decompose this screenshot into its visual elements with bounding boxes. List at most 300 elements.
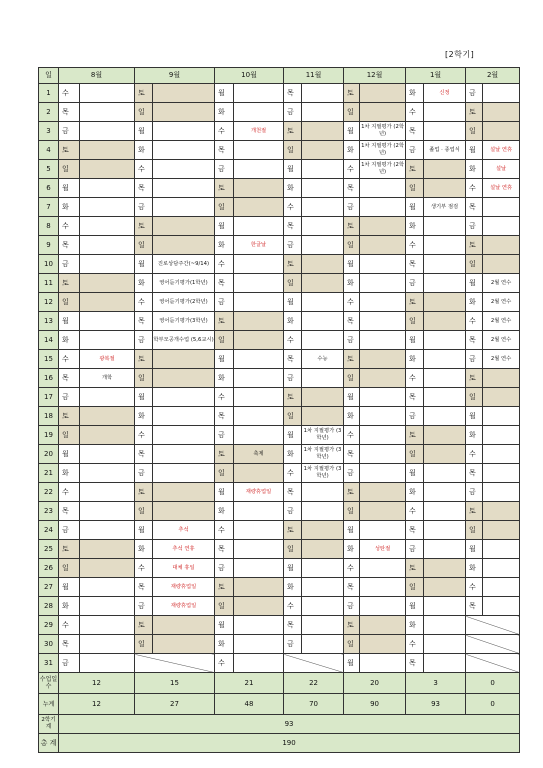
weekday-sep: 금 (135, 464, 153, 483)
weekday-aug: 금 (59, 654, 80, 673)
event-dec: 1차 지필평가 (2학년) (360, 160, 406, 179)
weekday-dec: 금 (344, 597, 360, 616)
event-oct (234, 654, 284, 673)
weekday-dec: 월 (344, 521, 360, 540)
weekday-aug: 화 (59, 597, 80, 616)
weekday-sep: 수 (135, 426, 153, 445)
weekday-oct: 화 (215, 502, 234, 521)
weekday-jan: 수 (406, 502, 424, 521)
event-aug (80, 445, 135, 464)
calendar-row (39, 578, 520, 597)
weekday-jan: 목 (406, 388, 424, 407)
weekday-dec: 수 (344, 426, 360, 445)
weekday-jan: 목 (406, 521, 424, 540)
event-sep (153, 84, 215, 103)
month-header-sep: 9월 (135, 68, 215, 84)
day-number: 19 (39, 426, 59, 445)
event-oct (234, 559, 284, 578)
event-jan (424, 464, 466, 483)
class-days-label: 수업일수 (39, 673, 59, 694)
event-feb (483, 540, 520, 559)
event-oct (234, 84, 284, 103)
calendar-row (39, 331, 520, 350)
event-oct (234, 160, 284, 179)
weekday-jan: 금 (406, 407, 424, 426)
event-feb (483, 559, 520, 578)
no-date-cell (284, 654, 344, 673)
weekday-aug: 목 (59, 369, 80, 388)
weekday-nov: 목 (284, 350, 302, 369)
day-number: 26 (39, 559, 59, 578)
event-jan (424, 122, 466, 141)
event-jan (424, 293, 466, 312)
month-header-nov: 11월 (284, 68, 344, 84)
event-dec (360, 616, 406, 635)
weekday-sep: 수 (135, 559, 153, 578)
weekday-aug: 월 (59, 312, 80, 331)
event-nov (302, 559, 344, 578)
no-date-cell (466, 616, 520, 635)
calendar-row (39, 369, 520, 388)
event-jan (424, 274, 466, 293)
class-days-nov: 22 (284, 673, 344, 694)
calendar-row (39, 597, 520, 616)
event-sep: 추석 (153, 521, 215, 540)
weekday-jan: 토 (406, 426, 424, 445)
event-aug (80, 179, 135, 198)
weekday-dec: 수 (344, 293, 360, 312)
weekday-jan: 화 (406, 217, 424, 236)
weekday-sep: 월 (135, 521, 153, 540)
weekday-aug: 일 (59, 426, 80, 445)
event-oct (234, 540, 284, 559)
event-nov (302, 122, 344, 141)
weekday-oct: 화 (215, 635, 234, 654)
event-sep (153, 635, 215, 654)
day-number: 22 (39, 483, 59, 502)
weekday-sep: 화 (135, 141, 153, 160)
event-aug (80, 464, 135, 483)
event-jan (424, 160, 466, 179)
weekday-sep: 토 (135, 483, 153, 502)
class-days-row (39, 673, 520, 694)
weekday-nov: 화 (284, 179, 302, 198)
weekday-oct: 목 (215, 540, 234, 559)
event-nov: 1차 지필평가 (3학년) (302, 445, 344, 464)
event-dec (360, 407, 406, 426)
day-number: 14 (39, 331, 59, 350)
event-feb: 2월 연수 (483, 350, 520, 369)
event-jan (424, 578, 466, 597)
weekday-nov: 목 (284, 84, 302, 103)
weekday-feb: 금 (466, 217, 483, 236)
weekday-aug: 화 (59, 198, 80, 217)
event-nov (302, 84, 344, 103)
semester-total-label: 2학기계 (39, 715, 59, 734)
weekday-feb: 금 (466, 350, 483, 369)
weekday-aug: 월 (59, 445, 80, 464)
weekday-jan: 일 (406, 578, 424, 597)
weekday-jan: 월 (406, 198, 424, 217)
weekday-jan: 목 (406, 654, 424, 673)
event-sep (153, 141, 215, 160)
event-feb: 설날 (483, 160, 520, 179)
weekday-jan: 수 (406, 103, 424, 122)
weekday-sep: 수 (135, 293, 153, 312)
event-dec (360, 331, 406, 350)
event-feb (483, 521, 520, 540)
event-feb (483, 483, 520, 502)
weekday-nov: 월 (284, 160, 302, 179)
event-feb: 2월 연수 (483, 293, 520, 312)
event-oct (234, 274, 284, 293)
calendar-row (39, 274, 520, 293)
event-oct (234, 217, 284, 236)
event-aug (80, 293, 135, 312)
event-oct (234, 388, 284, 407)
event-feb: 2월 연수 (483, 331, 520, 350)
weekday-sep: 일 (135, 369, 153, 388)
weekday-aug: 일 (59, 293, 80, 312)
event-jan (424, 616, 466, 635)
weekday-dec: 목 (344, 578, 360, 597)
class-days-oct: 21 (215, 673, 284, 694)
class-days-jan: 3 (406, 673, 466, 694)
weekday-oct: 월 (215, 616, 234, 635)
event-oct (234, 578, 284, 597)
weekday-aug: 목 (59, 103, 80, 122)
event-oct (234, 369, 284, 388)
weekday-dec: 토 (344, 84, 360, 103)
event-jan: 졸업 · 종업식 (424, 141, 466, 160)
event-aug: 광복절 (80, 350, 135, 369)
cumulative-feb: 0 (466, 694, 520, 715)
weekday-aug: 목 (59, 635, 80, 654)
weekday-oct: 일 (215, 597, 234, 616)
weekday-aug: 월 (59, 578, 80, 597)
event-nov (302, 274, 344, 293)
weekday-aug: 일 (59, 559, 80, 578)
event-dec (360, 236, 406, 255)
weekday-aug: 토 (59, 540, 80, 559)
event-aug (80, 635, 135, 654)
event-dec: 1차 지필평가 (2학년) (360, 122, 406, 141)
weekday-dec: 금 (344, 464, 360, 483)
day-number: 31 (39, 654, 59, 673)
event-dec (360, 464, 406, 483)
weekday-nov: 수 (284, 597, 302, 616)
weekday-dec: 일 (344, 502, 360, 521)
weekday-aug: 수 (59, 350, 80, 369)
weekday-sep: 월 (135, 255, 153, 274)
day-number: 12 (39, 293, 59, 312)
event-dec (360, 483, 406, 502)
event-oct: 축제 (234, 445, 284, 464)
event-sep: 영어듣기평가(3학년) (153, 312, 215, 331)
event-sep: 학부모공개수업 (5,6교시) (153, 331, 215, 350)
weekday-nov: 화 (284, 578, 302, 597)
weekday-nov: 토 (284, 255, 302, 274)
weekday-feb: 토 (466, 369, 483, 388)
calendar-row (39, 426, 520, 445)
day-number: 27 (39, 578, 59, 597)
event-jan (424, 369, 466, 388)
weekday-oct: 토 (215, 445, 234, 464)
weekday-dec: 목 (344, 445, 360, 464)
event-sep (153, 407, 215, 426)
event-oct (234, 103, 284, 122)
calendar-row (39, 84, 520, 103)
event-aug (80, 84, 135, 103)
month-header-dec: 12월 (344, 68, 406, 84)
weekday-feb: 목 (466, 597, 483, 616)
event-aug (80, 388, 135, 407)
calendar-row (39, 312, 520, 331)
weekday-oct: 수 (215, 255, 234, 274)
event-sep: 진로상담주간(~9/14) (153, 255, 215, 274)
weekday-jan: 월 (406, 331, 424, 350)
weekday-oct: 화 (215, 103, 234, 122)
weekday-jan: 금 (406, 540, 424, 559)
weekday-oct: 토 (215, 312, 234, 331)
weekday-dec: 수 (344, 160, 360, 179)
weekday-aug: 화 (59, 331, 80, 350)
weekday-oct: 금 (215, 426, 234, 445)
day-number: 28 (39, 597, 59, 616)
calendar-row (39, 160, 520, 179)
event-jan (424, 179, 466, 198)
weekday-feb: 금 (466, 483, 483, 502)
event-nov (302, 388, 344, 407)
calendar-row (39, 122, 520, 141)
event-sep (153, 103, 215, 122)
cumulative-nov: 70 (284, 694, 344, 715)
weekday-sep: 토 (135, 350, 153, 369)
weekday-aug: 금 (59, 388, 80, 407)
weekday-nov: 일 (284, 274, 302, 293)
no-date-cell (135, 654, 215, 673)
event-dec: 1차 지필평가 (2학년) (360, 141, 406, 160)
day-number: 18 (39, 407, 59, 426)
event-aug (80, 483, 135, 502)
event-feb (483, 122, 520, 141)
event-dec (360, 521, 406, 540)
event-sep: 재량휴업일 (153, 578, 215, 597)
weekday-oct: 토 (215, 578, 234, 597)
weekday-oct: 목 (215, 407, 234, 426)
event-dec (360, 198, 406, 217)
event-nov: 1차 지필평가 (3학년) (302, 464, 344, 483)
weekday-dec: 화 (344, 407, 360, 426)
cumulative-dec: 90 (344, 694, 406, 715)
weekday-oct: 수 (215, 122, 234, 141)
weekday-sep: 수 (135, 160, 153, 179)
weekday-nov: 목 (284, 616, 302, 635)
weekday-oct: 월 (215, 217, 234, 236)
weekday-jan: 목 (406, 255, 424, 274)
weekday-feb: 목 (466, 198, 483, 217)
weekday-nov: 토 (284, 521, 302, 540)
event-jan (424, 331, 466, 350)
event-jan (424, 502, 466, 521)
day-number: 15 (39, 350, 59, 369)
event-jan: 생기부 점검 (424, 198, 466, 217)
weekday-nov: 금 (284, 502, 302, 521)
day-number: 29 (39, 616, 59, 635)
event-dec: 성탄절 (360, 540, 406, 559)
weekday-aug: 토 (59, 407, 80, 426)
weekday-oct: 토 (215, 179, 234, 198)
event-dec (360, 255, 406, 274)
event-sep (153, 483, 215, 502)
weekday-dec: 월 (344, 388, 360, 407)
event-sep (153, 198, 215, 217)
cumulative-oct: 48 (215, 694, 284, 715)
event-aug (80, 654, 135, 673)
weekday-sep: 목 (135, 179, 153, 198)
event-sep (153, 502, 215, 521)
event-feb (483, 597, 520, 616)
event-nov (302, 312, 344, 331)
weekday-oct: 월 (215, 84, 234, 103)
day-number: 25 (39, 540, 59, 559)
calendar-row (39, 217, 520, 236)
weekday-feb: 화 (466, 160, 483, 179)
weekday-feb: 화 (466, 293, 483, 312)
event-aug: 개학 (80, 369, 135, 388)
event-oct (234, 502, 284, 521)
weekday-jan: 일 (406, 312, 424, 331)
event-jan (424, 597, 466, 616)
day-number: 5 (39, 160, 59, 179)
event-sep (153, 179, 215, 198)
weekday-nov: 월 (284, 293, 302, 312)
weekday-dec: 토 (344, 616, 360, 635)
event-oct (234, 635, 284, 654)
event-nov (302, 540, 344, 559)
weekday-feb: 월 (466, 407, 483, 426)
event-aug (80, 236, 135, 255)
weekday-aug: 수 (59, 483, 80, 502)
calendar-row (39, 464, 520, 483)
event-aug (80, 331, 135, 350)
event-sep (153, 236, 215, 255)
event-dec (360, 312, 406, 331)
event-nov: 1차 지필평가 (3학년) (302, 426, 344, 445)
weekday-jan: 목 (406, 122, 424, 141)
semester-total-row (39, 715, 520, 734)
event-jan (424, 521, 466, 540)
event-dec (360, 445, 406, 464)
weekday-dec: 목 (344, 179, 360, 198)
weekday-nov: 수 (284, 198, 302, 217)
event-aug (80, 312, 135, 331)
weekday-sep: 목 (135, 445, 153, 464)
calendar-row (39, 350, 520, 369)
weekday-aug: 일 (59, 160, 80, 179)
event-feb (483, 578, 520, 597)
weekday-feb: 일 (466, 388, 483, 407)
event-sep (153, 217, 215, 236)
day-number: 20 (39, 445, 59, 464)
weekday-jan: 금 (406, 141, 424, 160)
weekday-dec: 화 (344, 274, 360, 293)
weekday-nov: 월 (284, 426, 302, 445)
day-number: 10 (39, 255, 59, 274)
calendar-row (39, 559, 520, 578)
event-oct (234, 255, 284, 274)
weekday-feb: 월 (466, 540, 483, 559)
cumulative-jan: 93 (406, 694, 466, 715)
event-sep (153, 369, 215, 388)
weekday-sep: 화 (135, 540, 153, 559)
event-aug (80, 274, 135, 293)
event-aug (80, 122, 135, 141)
calendar-row (39, 103, 520, 122)
weekday-dec: 화 (344, 540, 360, 559)
weekday-feb: 토 (466, 502, 483, 521)
weekday-dec: 일 (344, 635, 360, 654)
weekday-sep: 일 (135, 635, 153, 654)
weekday-nov: 목 (284, 217, 302, 236)
weekday-aug: 토 (59, 141, 80, 160)
weekday-aug: 금 (59, 255, 80, 274)
event-feb (483, 198, 520, 217)
event-jan (424, 388, 466, 407)
event-jan (424, 540, 466, 559)
weekday-oct: 일 (215, 331, 234, 350)
event-feb (483, 103, 520, 122)
weekday-sep: 토 (135, 217, 153, 236)
event-nov (302, 578, 344, 597)
day-number: 30 (39, 635, 59, 654)
event-feb (483, 407, 520, 426)
class-days-aug: 12 (59, 673, 135, 694)
event-dec (360, 502, 406, 521)
event-jan (424, 559, 466, 578)
day-number: 4 (39, 141, 59, 160)
day-number: 24 (39, 521, 59, 540)
weekday-jan: 화 (406, 483, 424, 502)
weekday-nov: 목 (284, 483, 302, 502)
calendar-row (39, 407, 520, 426)
weekday-nov: 화 (284, 445, 302, 464)
event-dec (360, 559, 406, 578)
event-aug (80, 426, 135, 445)
weekday-nov: 토 (284, 388, 302, 407)
day-number: 6 (39, 179, 59, 198)
event-feb (483, 236, 520, 255)
event-sep: 영어듣기평가(2학년) (153, 293, 215, 312)
event-oct (234, 198, 284, 217)
event-aug (80, 578, 135, 597)
weekday-dec: 목 (344, 312, 360, 331)
event-sep (153, 122, 215, 141)
event-oct (234, 312, 284, 331)
semester-tag: [2학기] (445, 50, 475, 59)
weekday-nov: 일 (284, 141, 302, 160)
weekday-sep: 토 (135, 616, 153, 635)
event-aug (80, 103, 135, 122)
calendar-row (39, 540, 520, 559)
event-nov (302, 331, 344, 350)
calendar-row (39, 198, 520, 217)
weekday-oct: 화 (215, 369, 234, 388)
weekday-nov: 금 (284, 369, 302, 388)
event-nov (302, 255, 344, 274)
weekday-feb: 월 (466, 141, 483, 160)
weekday-feb: 토 (466, 236, 483, 255)
